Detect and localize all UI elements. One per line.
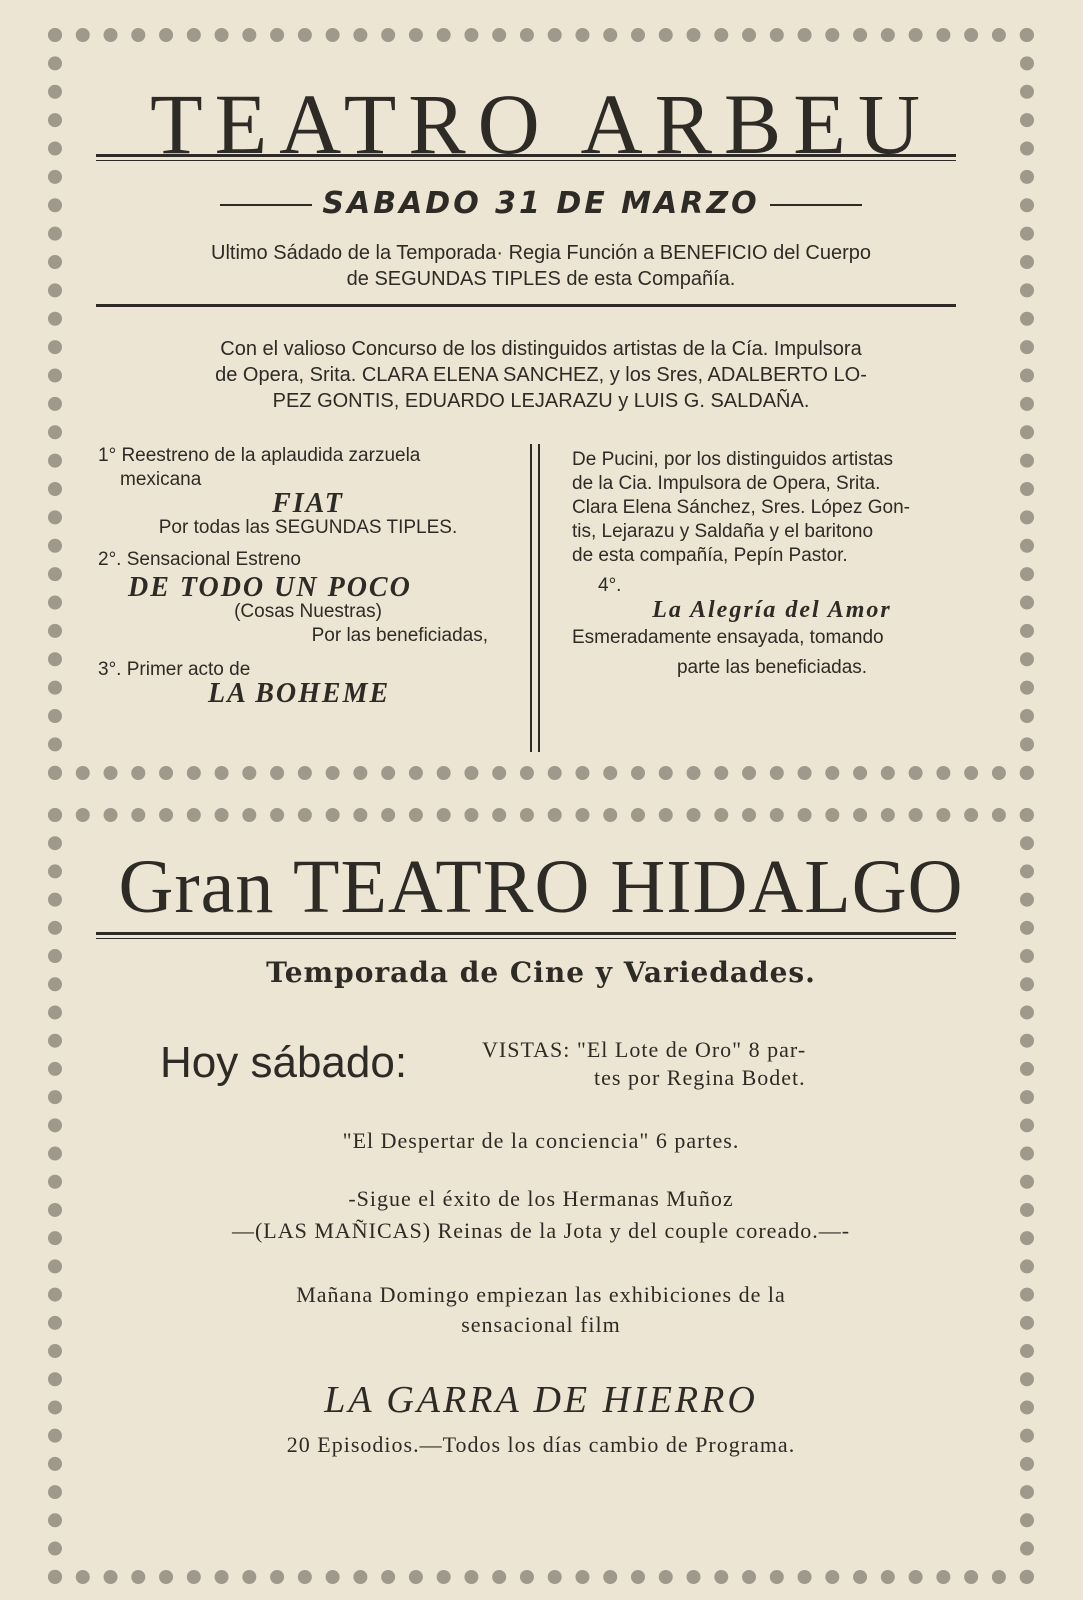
item3-a: 3°. Primer acto de [98,659,251,680]
column-divider-1 [530,444,532,752]
title-rule-thin [96,938,956,939]
right-line-5: de esta compañía, Pepín Pastor. [572,545,848,566]
sigue-line: -Sigue el éxito de los Hermanas Muñoz [348,1186,734,1211]
program-right-column [572,448,972,680]
item3-title: LA BOHEME [208,678,391,709]
item2-b: (Cosas Nuestras) [234,601,382,622]
title-rule [96,154,956,157]
film-title: LA GARRA DE HIERRO [324,1379,758,1421]
teatro-hidalgo-panel [48,808,1034,1584]
intro-line-2: de SEGUNDAS TIPLES de esta Compañía. [346,268,736,290]
right-line-2: de la Cia. Impulsora de Opera, Srita. [572,473,881,494]
hidalgo-subtitle: Temporada de Cine y Variedades. [266,956,816,989]
date-heading [48,186,1034,221]
date-text: SABADO 31 DE MARZO [322,186,760,221]
right-line-1: De Pucini, por los distinguidos artistas [572,449,894,470]
hidalgo-title: Gran TEATRO HIDALGO [118,845,964,929]
item1-b: mexicana [120,469,202,490]
concurso-line-3: PEZ GONTIS, EDUARDO LEJARAZU y LUIS G. SALDAÑA. [272,390,810,412]
manana-line-2: sensacional film [461,1312,621,1337]
section-rule [96,304,956,307]
right-line-4: tis, Lejarazu y Saldaña y el baritono [572,521,874,542]
intro-text [48,240,1034,292]
title-rule-thin [96,160,956,161]
concurso-line-2: de Opera, Srita. CLARA ELENA SANCHEZ, y los Sres, ADALBERTO LO- [215,364,867,386]
vistas-line-1: VISTAS: "El Lote de Oro" 8 par- [482,1037,807,1062]
despertar-line: "El Despertar de la conciencia" 6 partes. [342,1128,740,1153]
column-divider-2 [538,444,540,752]
program-left-column [98,444,518,709]
item4-number: 4°. [598,575,622,596]
vistas-text [482,1036,942,1092]
teatro-arbeu-panel [48,28,1034,780]
item4-title: La Alegría del Amor [652,597,892,623]
item1-title: FIAT [272,488,344,519]
item2-title: DE TODO UN POCO [128,572,412,603]
concurso-line-1: Con el valioso Concurso de los distinguidos artistas de la Cía. Impulsora [220,338,862,360]
item2-c: Por las beneficiadas, [311,625,488,646]
intro-line-1: Ultimo Sádado de la Temporada· Regia Función a BENEFICIO del Cuerpo [211,242,871,264]
title-rule [96,932,956,935]
right-line-6: Esmeradamente ensayada, tomando [572,627,884,648]
item2-a: 2°. Sensacional Estreno [98,549,301,570]
manana-line-1: Mañana Domingo empiezan las exhibiciones de la [296,1282,786,1307]
item1-c: Por todas las SEGUNDAS TIPLES. [158,517,458,538]
right-line-7: parte las beneficiadas. [676,657,868,678]
manicas-line: —(LAS MAÑICAS) Reinas de la Jota y del couple coreado.—- [231,1218,851,1243]
concurso-text [128,336,954,414]
item1-a: 1° Reestreno de la aplaudida zarzuela [98,445,421,466]
episodios-line: 20 Episodios.—Todos los días cambio de Programa. [286,1432,796,1457]
arbeu-title: TEATRO ARBEU [150,76,932,172]
vistas-line-2: tes por Regina Bodet. [594,1065,806,1090]
hoy-sabado: Hoy sábado: [160,1038,408,1087]
right-line-3: Clara Elena Sánchez, Sres. López Gon- [572,497,910,518]
